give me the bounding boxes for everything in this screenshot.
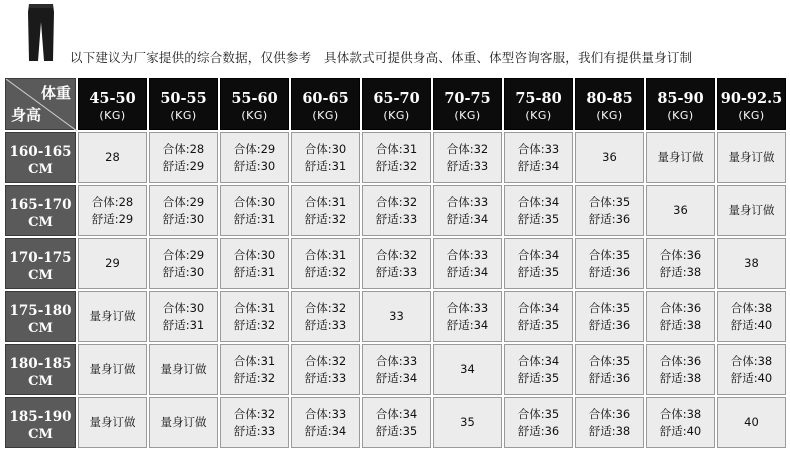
size-cell <box>149 185 218 236</box>
height-unit: CM <box>28 321 53 336</box>
height-range: 185-190 <box>9 409 72 425</box>
size-rows <box>5 132 786 448</box>
height-unit: CM <box>28 374 53 389</box>
size-value: 舒适:35 <box>517 370 560 385</box>
size-value: 合体:29 <box>162 247 205 262</box>
size-value: 合体:32 <box>375 247 418 262</box>
size-value: 合体:30 <box>233 247 276 262</box>
size-value: 舒适:33 <box>375 264 418 279</box>
size-value: 舒适:34 <box>304 423 347 438</box>
size-cell <box>220 397 289 448</box>
size-value: 舒适:32 <box>233 370 276 385</box>
size-value: 舒适:36 <box>517 423 560 438</box>
weight-header <box>575 78 644 130</box>
size-value: 舒适:36 <box>588 370 631 385</box>
size-value: 量身订做 <box>728 203 775 217</box>
size-value: 合体:31 <box>304 247 347 262</box>
weight-unit: (KG) <box>99 109 126 122</box>
size-value: 合体:31 <box>233 353 276 368</box>
size-value: 量身订做 <box>160 415 207 429</box>
size-value: 合体:35 <box>588 353 631 368</box>
size-cell <box>149 132 218 183</box>
size-value: 舒适:34 <box>446 264 489 279</box>
weight-range: 60-65 <box>302 90 349 107</box>
size-value: 35 <box>460 415 475 429</box>
size-value: 舒适:32 <box>304 211 347 226</box>
height-range: 175-180 <box>9 303 72 319</box>
weight-header <box>362 78 431 130</box>
weight-range: 70-75 <box>444 90 491 107</box>
corner-header <box>5 78 76 130</box>
size-cell <box>575 185 644 236</box>
height-range: 180-185 <box>9 356 72 372</box>
size-value: 舒适:30 <box>162 264 205 279</box>
weight-header <box>78 78 147 130</box>
size-value: 舒适:34 <box>446 317 489 332</box>
size-cell <box>575 291 644 342</box>
size-value: 量身订做 <box>89 362 136 376</box>
size-value: 舒适:33 <box>304 317 347 332</box>
height-unit: CM <box>28 427 53 442</box>
size-value: 34 <box>460 362 475 376</box>
size-value: 合体:35 <box>588 300 631 315</box>
size-cell <box>220 291 289 342</box>
size-value: 舒适:38 <box>659 317 702 332</box>
size-value: 29 <box>105 256 120 270</box>
size-cell <box>149 397 218 448</box>
size-value: 舒适:35 <box>375 423 418 438</box>
weight-range: 50-55 <box>160 90 207 107</box>
size-value: 38 <box>744 256 759 270</box>
size-cell <box>78 185 147 236</box>
height-axis-label: 身高 <box>11 106 42 124</box>
size-value: 舒适:33 <box>446 158 489 173</box>
size-value: 合体:32 <box>375 194 418 209</box>
size-cell <box>291 344 360 395</box>
size-value: 36 <box>673 203 688 217</box>
size-value: 舒适:30 <box>162 211 205 226</box>
size-value: 舒适:34 <box>517 158 560 173</box>
size-cell <box>362 238 431 289</box>
weight-range: 90-92.5 <box>720 90 783 107</box>
size-cell <box>433 397 502 448</box>
weight-unit: (KG) <box>738 109 765 122</box>
size-value: 合体:31 <box>304 194 347 209</box>
size-cell <box>78 132 147 183</box>
size-cell <box>717 344 786 395</box>
height-unit: CM <box>28 162 53 177</box>
size-value: 合体:34 <box>517 194 560 209</box>
height-header <box>5 397 76 448</box>
size-value: 舒适:34 <box>375 370 418 385</box>
height-unit: CM <box>28 268 53 283</box>
size-cell <box>575 397 644 448</box>
weight-header <box>433 78 502 130</box>
size-value: 舒适:33 <box>233 423 276 438</box>
size-cell <box>291 185 360 236</box>
height-header <box>5 132 76 183</box>
size-value: 舒适:36 <box>588 264 631 279</box>
size-value: 合体:30 <box>233 194 276 209</box>
size-value: 舒适:32 <box>233 317 276 332</box>
size-value: 36 <box>602 150 617 164</box>
size-cell <box>291 238 360 289</box>
height-header <box>5 238 76 289</box>
size-value: 舒适:29 <box>162 158 205 173</box>
size-value: 合体:28 <box>162 141 205 156</box>
size-value: 合体:32 <box>304 300 347 315</box>
size-cell <box>433 185 502 236</box>
size-cell <box>362 397 431 448</box>
size-cell <box>504 397 573 448</box>
size-value: 40 <box>744 415 759 429</box>
size-chart-table <box>3 76 788 450</box>
weight-unit: (KG) <box>241 109 268 122</box>
weight-header <box>717 78 786 130</box>
size-value: 合体:33 <box>517 141 560 156</box>
size-value: 合体:35 <box>517 406 560 421</box>
size-cell <box>646 397 715 448</box>
size-value: 合体:38 <box>730 300 773 315</box>
weight-unit: (KG) <box>596 109 623 122</box>
table-row <box>5 397 786 448</box>
size-cell <box>291 291 360 342</box>
size-value: 合体:34 <box>517 300 560 315</box>
size-value: 舒适:38 <box>659 264 702 279</box>
size-cell <box>78 344 147 395</box>
pants-image <box>27 4 55 62</box>
size-cell <box>149 238 218 289</box>
size-value: 舒适:40 <box>730 317 773 332</box>
size-value: 舒适:29 <box>91 211 134 226</box>
size-value: 量身订做 <box>728 150 775 164</box>
size-value: 舒适:30 <box>233 158 276 173</box>
size-value: 合体:32 <box>304 353 347 368</box>
size-value: 合体:33 <box>446 300 489 315</box>
size-value: 合体:36 <box>659 353 702 368</box>
size-value: 合体:32 <box>233 406 276 421</box>
weight-unit: (KG) <box>667 109 694 122</box>
size-value: 合体:38 <box>659 406 702 421</box>
size-value: 舒适:33 <box>304 370 347 385</box>
size-cell <box>220 238 289 289</box>
size-cell <box>291 397 360 448</box>
size-value: 合体:33 <box>446 194 489 209</box>
size-cell <box>504 132 573 183</box>
height-header <box>5 344 76 395</box>
weight-header-row <box>5 78 786 130</box>
size-value: 舒适:31 <box>233 264 276 279</box>
size-advice-notice: 以下建议为厂家提供的综合数据，仅供参考 具体款式可提供身高、体重、体型咨询客服，我们有提供量身订制 <box>70 50 693 65</box>
size-value: 合体:29 <box>233 141 276 156</box>
size-cell <box>646 238 715 289</box>
height-unit: CM <box>28 215 53 230</box>
size-cell <box>504 344 573 395</box>
size-value: 合体:30 <box>304 141 347 156</box>
size-cell <box>717 185 786 236</box>
size-value: 舒适:31 <box>162 317 205 332</box>
size-cell <box>504 291 573 342</box>
size-cell <box>717 132 786 183</box>
size-cell <box>78 291 147 342</box>
size-value: 舒适:32 <box>304 264 347 279</box>
height-range: 160-165 <box>9 144 72 160</box>
table-row <box>5 238 786 289</box>
size-value: 量身订做 <box>657 150 704 164</box>
weight-range: 75-80 <box>515 90 562 107</box>
weight-range: 85-90 <box>657 90 704 107</box>
size-value: 合体:30 <box>162 300 205 315</box>
size-cell <box>433 238 502 289</box>
size-value: 合体:31 <box>375 141 418 156</box>
height-range: 165-170 <box>9 197 72 213</box>
size-value: 舒适:31 <box>304 158 347 173</box>
size-cell <box>362 132 431 183</box>
size-cell <box>717 291 786 342</box>
size-cell <box>220 344 289 395</box>
size-value: 舒适:40 <box>730 370 773 385</box>
height-header <box>5 291 76 342</box>
size-cell <box>575 238 644 289</box>
size-value: 舒适:38 <box>659 370 702 385</box>
size-cell <box>362 344 431 395</box>
size-value: 舒适:38 <box>588 423 631 438</box>
size-cell <box>291 132 360 183</box>
size-value: 合体:35 <box>588 247 631 262</box>
weight-unit: (KG) <box>383 109 410 122</box>
size-value: 合体:32 <box>446 141 489 156</box>
size-cell <box>717 397 786 448</box>
size-value: 合体:38 <box>730 353 773 368</box>
size-value: 舒适:31 <box>233 211 276 226</box>
size-value: 量身订做 <box>89 309 136 323</box>
size-value: 舒适:35 <box>517 317 560 332</box>
table-row <box>5 132 786 183</box>
weight-range: 65-70 <box>373 90 420 107</box>
weight-range: 80-85 <box>586 90 633 107</box>
size-value: 合体:33 <box>446 247 489 262</box>
size-value: 量身订做 <box>160 362 207 376</box>
weight-unit: (KG) <box>170 109 197 122</box>
size-cell <box>433 132 502 183</box>
height-header <box>5 185 76 236</box>
size-cell <box>78 238 147 289</box>
size-value: 33 <box>389 309 404 323</box>
size-value: 合体:36 <box>588 406 631 421</box>
size-cell <box>149 344 218 395</box>
size-value: 舒适:32 <box>375 158 418 173</box>
table-row <box>5 344 786 395</box>
weight-axis-label: 体重 <box>40 84 71 102</box>
size-cell <box>646 132 715 183</box>
weight-header <box>646 78 715 130</box>
size-value: 合体:34 <box>517 247 560 262</box>
weight-header <box>149 78 218 130</box>
weight-header <box>291 78 360 130</box>
size-cell <box>220 132 289 183</box>
size-value: 舒适:34 <box>446 211 489 226</box>
size-value: 合体:29 <box>162 194 205 209</box>
size-value: 合体:34 <box>375 406 418 421</box>
size-cell <box>362 291 431 342</box>
height-range: 170-175 <box>9 250 72 266</box>
size-cell <box>646 185 715 236</box>
size-cell <box>504 185 573 236</box>
size-cell <box>575 132 644 183</box>
weight-header <box>504 78 573 130</box>
size-value: 舒适:35 <box>517 211 560 226</box>
size-value: 舒适:35 <box>517 264 560 279</box>
size-cell <box>78 397 147 448</box>
table-row <box>5 185 786 236</box>
size-value: 合体:36 <box>659 300 702 315</box>
size-cell <box>149 291 218 342</box>
size-value: 量身订做 <box>89 415 136 429</box>
size-value: 合体:36 <box>659 247 702 262</box>
size-value: 舒适:36 <box>588 211 631 226</box>
size-value: 合体:28 <box>91 194 134 209</box>
size-value: 合体:34 <box>517 353 560 368</box>
weight-range: 55-60 <box>231 90 278 107</box>
size-value: 合体:31 <box>233 300 276 315</box>
table-row <box>5 291 786 342</box>
size-cell <box>646 344 715 395</box>
size-value: 28 <box>105 150 120 164</box>
size-cell <box>362 185 431 236</box>
size-value: 舒适:40 <box>659 423 702 438</box>
weight-unit: (KG) <box>454 109 481 122</box>
size-cell <box>433 291 502 342</box>
weight-header <box>220 78 289 130</box>
size-cell <box>575 344 644 395</box>
size-cell <box>220 185 289 236</box>
size-cell <box>646 291 715 342</box>
weight-unit: (KG) <box>525 109 552 122</box>
size-value: 舒适:33 <box>375 211 418 226</box>
weight-range: 45-50 <box>89 90 136 107</box>
size-cell <box>433 344 502 395</box>
size-value: 合体:33 <box>375 353 418 368</box>
size-cell <box>717 238 786 289</box>
weight-unit: (KG) <box>312 109 339 122</box>
size-value: 舒适:36 <box>588 317 631 332</box>
size-value: 合体:33 <box>304 406 347 421</box>
size-cell <box>504 238 573 289</box>
size-value: 合体:35 <box>588 194 631 209</box>
